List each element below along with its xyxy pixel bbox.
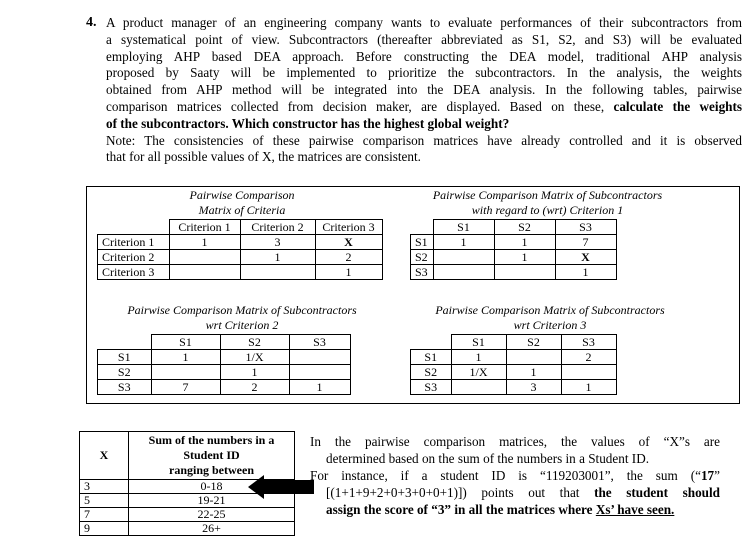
cell: [433, 265, 494, 280]
row-label: Criterion 1: [98, 235, 170, 250]
cell: 1: [555, 265, 616, 280]
cell: [506, 350, 561, 365]
cell: [169, 250, 240, 265]
question-text: [106, 15, 742, 166]
cell: [561, 365, 616, 380]
table-row: [411, 235, 617, 250]
table-row: [411, 335, 617, 350]
q-line-6: [106, 99, 742, 116]
c2-caption-1: Pairwise Comparison Matrix of Subcontractors: [127, 303, 357, 317]
c3-caption-1: Pairwise Comparison Matrix of Subcontractors: [435, 303, 665, 317]
cell: 2: [561, 350, 616, 365]
q-line-6-bold: calculate the weights: [613, 98, 743, 114]
table-row: [411, 380, 617, 395]
cell: 1: [220, 365, 289, 380]
row-label: S2: [411, 365, 452, 380]
table-row: [98, 380, 351, 395]
cell: 1: [494, 235, 555, 250]
cell: [151, 365, 220, 380]
exp-line-3a: For instance, if a student ID is “119203001”, the sum (“: [310, 468, 701, 483]
c1-matrix-table: [410, 219, 617, 280]
range-value: 26+: [129, 522, 295, 536]
row-label: S1: [411, 350, 452, 365]
table-row: [411, 350, 617, 365]
explanation-text: [310, 433, 720, 518]
cell: X: [315, 235, 382, 250]
x-value: 7: [80, 508, 129, 522]
cell: 1: [240, 250, 315, 265]
sum-col-header: [129, 432, 295, 480]
cell: 1/X: [451, 365, 506, 380]
exp-line-1: In the pairwise comparison matrices, the values of “X”s are: [310, 434, 720, 449]
col-header: S3: [555, 220, 616, 235]
cell: 1: [506, 365, 561, 380]
c1-caption-2: with regard to (wrt) Criterion 1: [471, 203, 624, 217]
table-row: [80, 508, 295, 522]
table-row: [98, 335, 351, 350]
col-header: S3: [289, 335, 350, 350]
q-bold-line: [106, 116, 742, 133]
col-header: S1: [151, 335, 220, 350]
row-label: S3: [411, 265, 434, 280]
cell: 1/X: [220, 350, 289, 365]
exp-line-3-bold: 17: [700, 468, 715, 483]
cell: 1: [561, 380, 616, 395]
c2-matrix-table: [97, 334, 351, 395]
cell: 1: [494, 250, 555, 265]
q-line-5: obtained from AHP method will be integrated into the DEA analysis. In the following tables, pairwise: [106, 82, 742, 98]
cell: [169, 265, 240, 280]
criteria-caption-2: Matrix of Criteria: [198, 203, 286, 217]
cell: 2: [315, 250, 382, 265]
cell: [289, 350, 350, 365]
x-value: 9: [80, 522, 129, 536]
q-note-2: that for all possible values of X, the matrices are consistent.: [106, 149, 421, 165]
col-header: S3: [561, 335, 616, 350]
table-row: [98, 265, 383, 280]
exp-line-3-end: ”: [714, 468, 720, 483]
col-header: S1: [433, 220, 494, 235]
question-number: 4.: [86, 15, 97, 30]
exp-line-5-bold: assign the score of “3” in all the matrices where: [326, 502, 596, 517]
table-row: [98, 250, 383, 265]
table-row: [98, 220, 383, 235]
table-row: [98, 235, 383, 250]
cell: [494, 265, 555, 280]
q-line-1: A product manager of an engineering company wants to evaluate performances of their subcontractors from: [106, 15, 742, 30]
col-header: Criterion 3: [315, 220, 382, 235]
col-header: Criterion 1: [169, 220, 240, 235]
q-line-3: employing AHP based DEA approach. Before constructing the DEA model, traditional AHP analysis: [106, 48, 742, 64]
criteria-caption-1: Pairwise Comparison: [189, 188, 295, 202]
row-label: S3: [98, 380, 152, 395]
col-header: S1: [451, 335, 506, 350]
x-value: 3: [80, 480, 129, 494]
cell: 1: [169, 235, 240, 250]
cell: X: [555, 250, 616, 265]
c3-matrix-table: [410, 334, 617, 395]
cell: [433, 250, 494, 265]
cell: 1: [433, 235, 494, 250]
row-label: S2: [411, 250, 434, 265]
table-row: [98, 365, 351, 380]
row-label: S3: [411, 380, 452, 395]
table-row: [411, 220, 617, 235]
cell: 7: [555, 235, 616, 250]
q-bold-text: of the subcontractors. Which constructor has the highest global weight?: [106, 115, 510, 131]
exp-line-5-underline: Xs’ have seen.: [595, 502, 675, 517]
cell: [451, 380, 506, 395]
range-value: 0-18: [129, 480, 295, 494]
row-label: Criterion 2: [98, 250, 170, 265]
q-line-6-text: comparison matrices collected from decision maker, are displayed. Based on these,: [106, 98, 605, 114]
c3-caption-2: wrt Criterion 3: [513, 318, 587, 332]
sum-header-line-3: ranging between: [169, 463, 254, 477]
cell: 7: [151, 380, 220, 395]
cell: 1: [151, 350, 220, 365]
col-header: Criterion 2: [240, 220, 315, 235]
range-value: 22-25: [129, 508, 295, 522]
cell: [289, 365, 350, 380]
cell: 3: [240, 235, 315, 250]
c1-caption-1: Pairwise Comparison Matrix of Subcontractors: [432, 188, 663, 202]
row-label: S2: [98, 365, 152, 380]
col-header: S2: [506, 335, 561, 350]
range-value: 19-21: [129, 494, 295, 508]
x-value: 5: [80, 494, 129, 508]
table-row: [80, 432, 295, 480]
row-label: S1: [411, 235, 434, 250]
sum-header-line-2: Student ID: [183, 448, 240, 462]
row-label: S1: [98, 350, 152, 365]
left-arrow-icon: [248, 475, 314, 499]
cell: 1: [315, 265, 382, 280]
table-row: [411, 265, 617, 280]
col-header: S2: [494, 220, 555, 235]
q-line-2: a systematical point of view. Subcontractors (thereafter abbreviated as S1, S2, and S3) will be evaluated: [106, 31, 742, 47]
cell: 3: [506, 380, 561, 395]
exp-line-4a: [(1+1+9+2+0+3+0+0+1)]) points out that: [326, 485, 595, 500]
exp-line-4: [310, 484, 720, 501]
table-row: [411, 365, 617, 380]
row-label: Criterion 3: [98, 265, 170, 280]
exp-line-5: [310, 501, 720, 518]
table-row: [98, 350, 351, 365]
cell: 1: [289, 380, 350, 395]
cell: 2: [220, 380, 289, 395]
exp-line-3: [310, 467, 720, 484]
criteria-matrix-table: [97, 219, 383, 280]
table-row: [411, 250, 617, 265]
sum-header-line-1: Sum of the numbers in a: [148, 433, 275, 447]
c2-caption-2: wrt Criterion 2: [205, 318, 279, 332]
cell: 1: [451, 350, 506, 365]
col-header: S2: [220, 335, 289, 350]
table-row: [80, 522, 295, 536]
cell: [240, 265, 315, 280]
q-note-1: Note: The consistencies of these pairwise comparison matrices have already controlled and it is observed: [106, 132, 742, 148]
exp-line-2: determined based on the sum of the numbers in a Student ID.: [326, 451, 650, 466]
exp-line-4-bold: the student should: [594, 485, 720, 500]
x-col-header: X: [80, 432, 129, 480]
q-line-4: proposed by Saaty will be implemented to prioritize the subcontractors. In the analysis, the weights: [106, 65, 742, 81]
